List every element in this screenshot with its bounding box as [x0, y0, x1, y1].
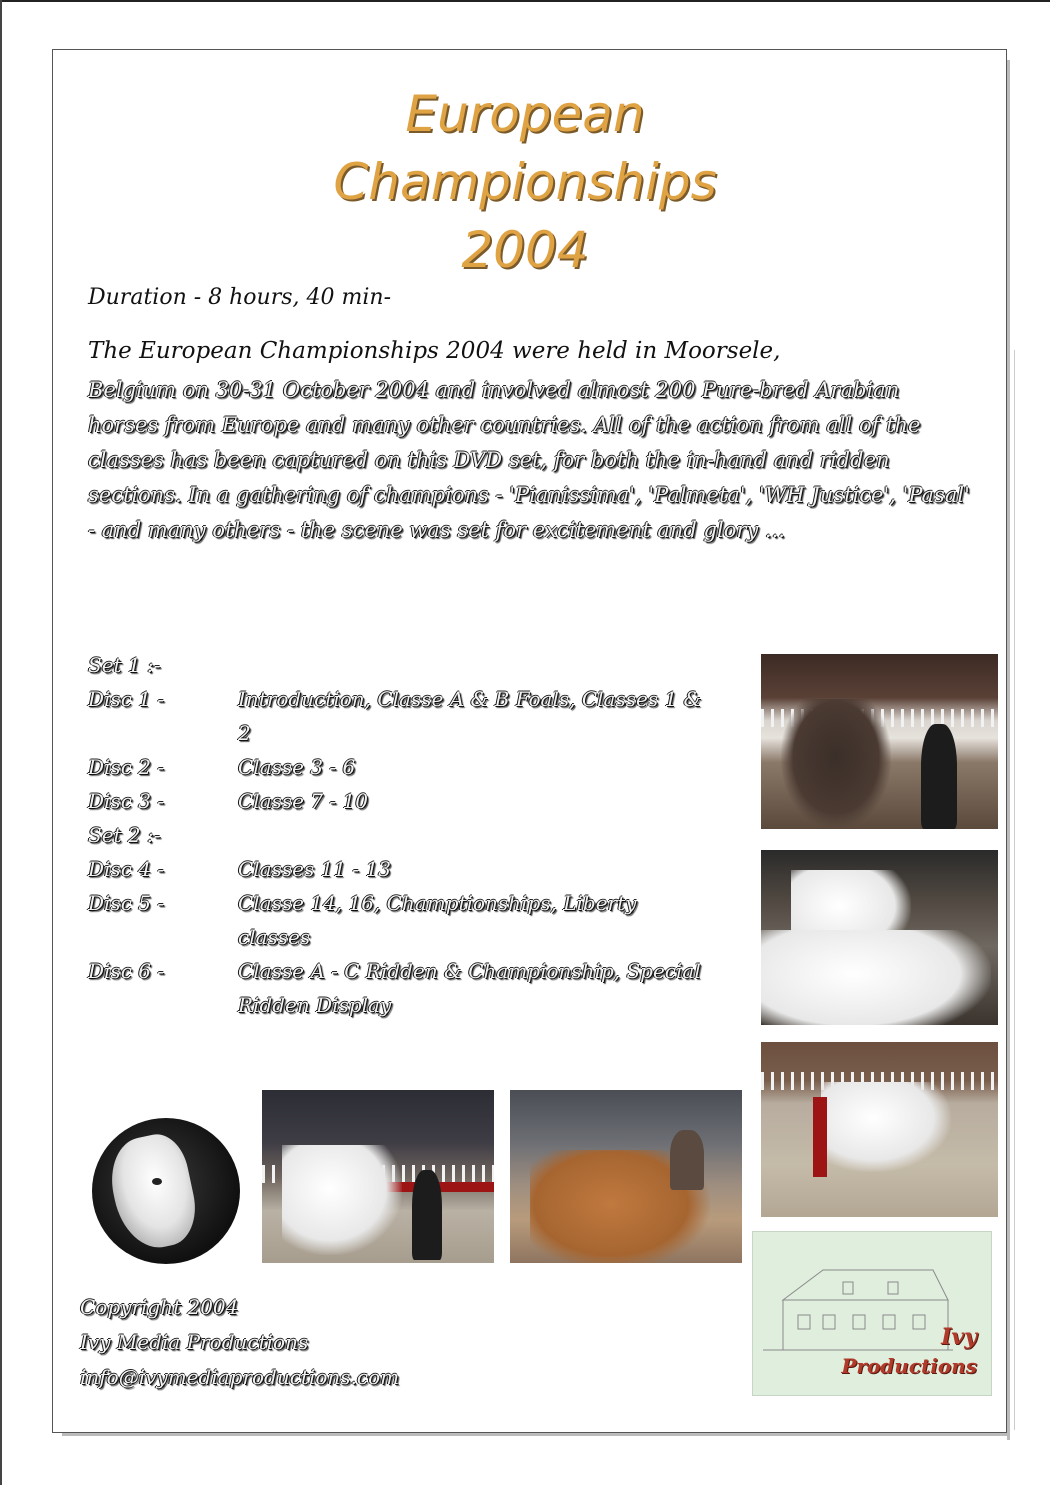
list-item	[88, 886, 748, 954]
disc-list	[88, 648, 748, 1022]
list-item	[88, 818, 748, 852]
horse-eye	[152, 1178, 162, 1185]
set-desc	[238, 818, 708, 852]
handler-figure	[670, 1130, 704, 1190]
copyright-line: Copyright 2004	[80, 1295, 239, 1319]
disc-desc: Classe 14, 16, Champtionships, Liberty classes	[238, 891, 637, 949]
contact-email: info@ivymediaproductions.com	[80, 1365, 400, 1389]
horse-white	[761, 930, 991, 1025]
handler-figure	[813, 1097, 827, 1177]
frame-side-line	[1014, 350, 1015, 1430]
list-item	[88, 784, 748, 818]
set-desc	[238, 648, 708, 682]
copyright-block	[80, 1290, 560, 1395]
disc-desc: Classe A - C Ridden & Championship, Special Ridden Display	[238, 959, 701, 1017]
photo-grey-horse-ring	[262, 1090, 494, 1263]
horse-dark	[781, 699, 891, 829]
disc-label: Disc 3 -	[88, 789, 165, 813]
disc-desc: Classe 3 - 6	[238, 755, 356, 779]
photo-grey-horse-arena	[761, 1042, 998, 1217]
horse-head	[103, 1129, 203, 1255]
list-item	[88, 648, 748, 682]
list-item	[88, 954, 748, 1022]
disc-desc: Classes 11 - 13	[238, 857, 391, 881]
intro-paragraph: Belgium on 30-31 October 2004 and involved almost 200 Pure-bred Arabian horses from Europe and many other countries. All of the action from all of the classes has been captured on this DVD set, for both the in-hand and ridden sections. In a gathering of champions - 'Pianissima', 'Palmeta', 'WH Justice', 'Pasal' - and many others - the scene was set for excitement and glory ...	[88, 378, 970, 542]
disc-desc: Introduction, Classe A & B Foals, Classes 1 & 2	[238, 687, 702, 745]
disc-label: Disc 2 -	[88, 755, 165, 779]
photo-horse-head-oval	[92, 1118, 240, 1264]
logo-productions-text: Productions	[841, 1354, 977, 1378]
duration-text: Duration - 8 hours, 40 min-	[88, 285, 392, 310]
photo-grey-horses	[761, 850, 998, 1025]
disc-label: Disc 6 -	[88, 959, 165, 983]
disc-label: Disc 4 -	[88, 857, 165, 881]
intro-first-line: The European Championships 2004 were held in Moorsele,	[88, 338, 781, 364]
set-label: Set 2 :-	[88, 823, 161, 847]
horse-white	[282, 1145, 402, 1255]
company-name: Ivy Media Productions	[80, 1330, 309, 1354]
handler-figure	[412, 1170, 442, 1260]
page-title	[0, 80, 1050, 284]
set-label: Set 1 :-	[88, 653, 161, 677]
title-line-3: 2004	[461, 221, 589, 279]
page-edge-top	[0, 0, 1050, 2]
house-sketch-icon	[763, 1260, 953, 1355]
disc-label: Disc 1 -	[88, 687, 165, 711]
list-item	[88, 682, 748, 750]
title-line-1: European	[405, 85, 645, 143]
disc-desc: Classe 7 - 10	[238, 789, 368, 813]
ivy-productions-logo	[752, 1231, 992, 1396]
photo-dark-horse-handler	[761, 654, 998, 829]
handler-figure	[921, 724, 957, 829]
logo-ivy-text: Ivy	[941, 1324, 977, 1350]
photo-chestnut-horse	[510, 1090, 742, 1263]
frame-shadow-bottom	[62, 1433, 1010, 1436]
title-line-2: Championships	[333, 153, 717, 211]
list-item	[88, 750, 748, 784]
disc-label: Disc 5 -	[88, 891, 165, 915]
horse-white	[821, 1082, 951, 1172]
list-item	[88, 852, 748, 886]
